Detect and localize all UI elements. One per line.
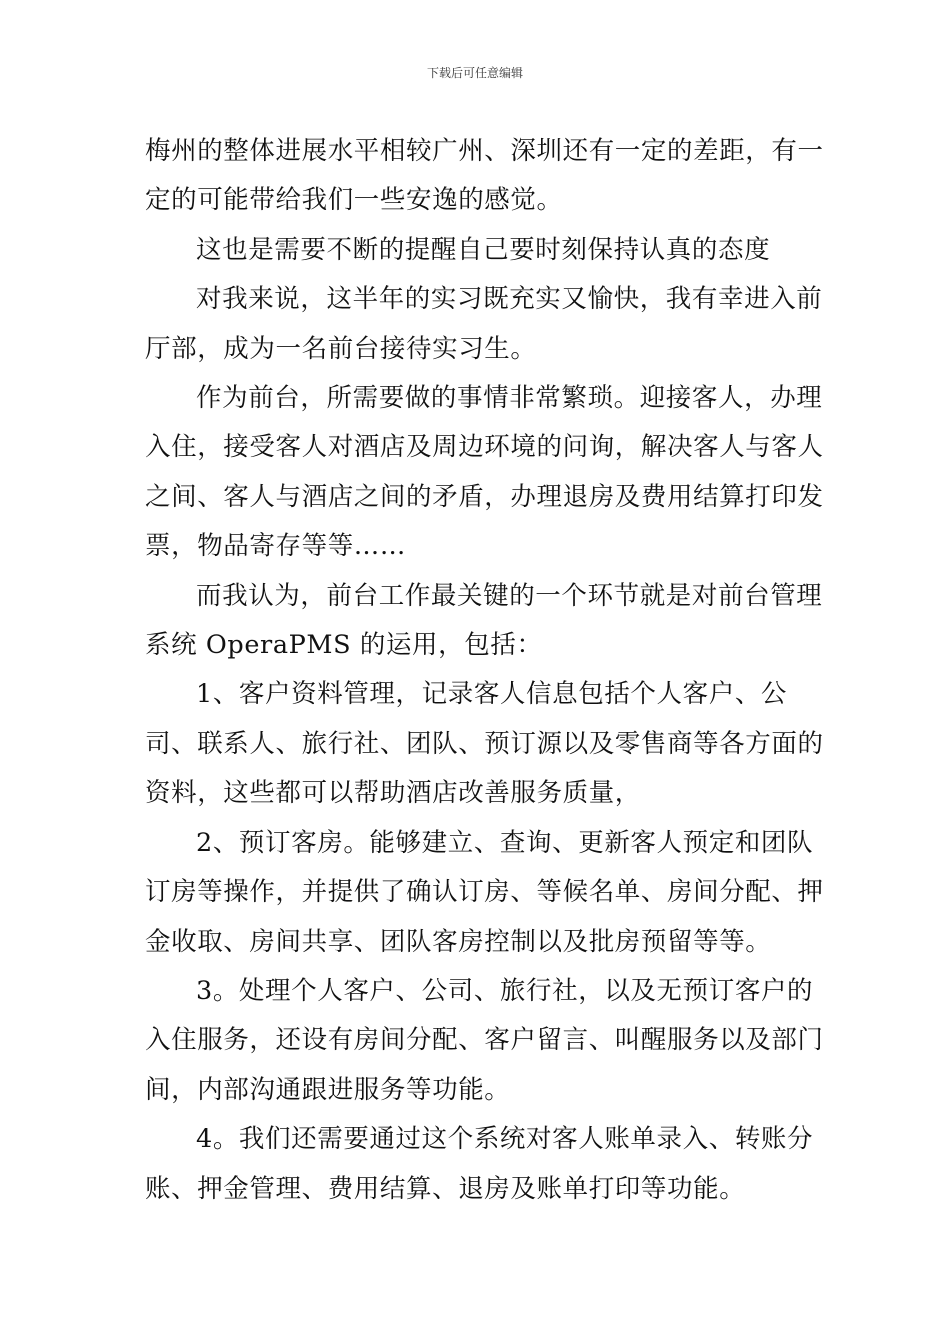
- paragraph: 梅州的整体进展水平相较广州、深圳还有一定的差距，有一定的可能带给我们一些安逸的感觉。: [145, 136, 824, 216]
- paragraph: 作为前台，所需要做的事情非常繁琐。迎接客人，办理入住，接受客人对酒店及周边环境的问询，解决客人与客人之间、客人与酒店之间的矛盾，办理退房及费用结算打印发票，物品寄存等等……: [145, 383, 824, 562]
- paragraph: 对我来说，这半年的实习既充实又愉快，我有幸进入前厅部，成为一名前台接待实习生。: [145, 284, 823, 364]
- paragraph: 这也是需要不断的提醒自己要时刻保持认真的态度: [196, 234, 771, 265]
- paragraph: 2、预订客房。能够建立、查询、更新客人预定和团队订房等操作，并提供了确认订房、等候名单、房间分配、押金收取、房间共享、团队客房控制以及批房预留等等。: [145, 827, 824, 957]
- page-header: 下载后可任意编辑: [426, 66, 523, 80]
- paragraph: 4。我们还需要通过这个系统对客人账单录入、转账分账、押金管理、费用结算、退房及账单打印等功能。: [145, 1124, 814, 1204]
- document-body: [145, 127, 825, 1214]
- paragraph: 而我认为，前台工作最关键的一个环节就是对前台管理系统 OperaPMS 的运用，包括：: [145, 580, 823, 661]
- paragraph: 1、客户资料管理，记录客人信息包括个人客户、公司、联系人、旅行社、团队、预订源以及零售商等各方面的资料，这些都可以帮助酒店改善服务质量，: [145, 679, 824, 809]
- paragraph: 3。处理个人客户、公司、旅行社，以及无预订客户的入住服务，还设有房间分配、客户留言、叫醒服务以及部门间，内部沟通跟进服务等功能。: [145, 975, 824, 1105]
